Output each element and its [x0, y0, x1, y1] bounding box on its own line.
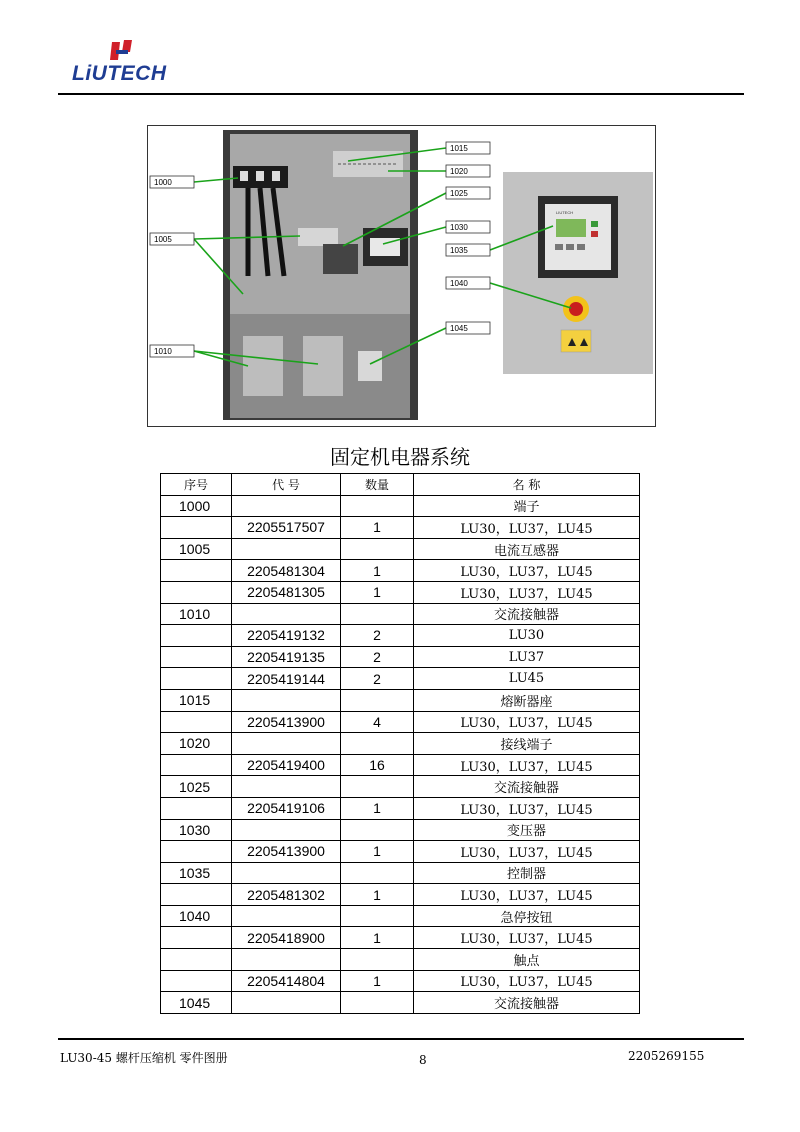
cell-name: LU30，LU37，LU45	[414, 517, 640, 539]
cell-code: 2205419106	[232, 797, 341, 819]
figure-title: 固定机电器系统	[330, 445, 470, 469]
footer-document-title: LU30-45 螺杆压缩机 零件图册	[60, 1051, 228, 1065]
cell-code	[232, 689, 341, 711]
cell-name: LU30	[414, 625, 640, 647]
cell-qty: 1	[341, 560, 414, 582]
cell-qty	[341, 538, 414, 560]
cell-seq: 1000	[161, 495, 232, 517]
cell-name: 交流接触器	[414, 992, 640, 1014]
cell-name: 熔断器座	[414, 689, 640, 711]
cell-name: LU45	[414, 668, 640, 690]
cell-code: 2205413900	[232, 841, 341, 863]
table-row	[161, 927, 640, 949]
header-seq: 序号	[161, 474, 232, 496]
table-row	[161, 841, 640, 863]
table-row	[161, 884, 640, 906]
cell-code	[232, 538, 341, 560]
cell-qty: 1	[341, 797, 414, 819]
callout-label: 1010	[154, 347, 172, 356]
table-row	[161, 905, 640, 927]
cell-code	[232, 733, 341, 755]
table-row	[161, 495, 640, 517]
cell-seq	[161, 625, 232, 647]
table-row	[161, 733, 640, 755]
cell-seq: 1040	[161, 905, 232, 927]
cell-qty: 1	[341, 517, 414, 539]
logo-mark-icon	[72, 38, 182, 64]
callout-label: 1040	[450, 279, 468, 288]
panel-illustration	[148, 126, 655, 426]
cell-qty	[341, 949, 414, 971]
cell-code: 2205481305	[232, 581, 341, 603]
cell-qty	[341, 603, 414, 625]
cell-name: LU30，LU37，LU45	[414, 841, 640, 863]
controller-display	[556, 219, 586, 237]
cell-seq	[161, 970, 232, 992]
table-row	[161, 711, 640, 733]
table-row	[161, 862, 640, 884]
table-row	[161, 797, 640, 819]
cell-seq: 1045	[161, 992, 232, 1014]
cell-seq	[161, 581, 232, 603]
contactor-left	[243, 336, 283, 396]
cell-qty: 1	[341, 884, 414, 906]
cell-seq: 1020	[161, 733, 232, 755]
cell-code	[232, 949, 341, 971]
cell-seq	[161, 884, 232, 906]
logo-text: LiUTECH	[72, 62, 167, 85]
parts-table-body	[161, 495, 640, 1013]
cell-name: 电流互感器	[414, 538, 640, 560]
cell-seq	[161, 711, 232, 733]
cell-name: 变压器	[414, 819, 640, 841]
cell-name: LU30，LU37，LU45	[414, 927, 640, 949]
footer-page-number: 8	[419, 1053, 427, 1067]
cell-code	[232, 776, 341, 798]
cell-name: LU37	[414, 646, 640, 668]
table-row	[161, 581, 640, 603]
cell-seq	[161, 797, 232, 819]
cell-name: LU30，LU37，LU45	[414, 884, 640, 906]
cell-qty	[341, 495, 414, 517]
callout-label: 1045	[450, 324, 468, 333]
table-row	[161, 646, 640, 668]
cell-seq: 1030	[161, 819, 232, 841]
cell-seq	[161, 754, 232, 776]
cell-seq: 1025	[161, 776, 232, 798]
callout-label: 1025	[450, 189, 468, 198]
cell-name: 控制器	[414, 862, 640, 884]
cell-code: 2205517507	[232, 517, 341, 539]
cell-name: 端子	[414, 495, 640, 517]
cell-code	[232, 905, 341, 927]
table-row	[161, 819, 640, 841]
emergency-stop-icon	[569, 302, 583, 316]
callout-label: 1035	[450, 246, 468, 255]
callout-label: 1015	[450, 144, 468, 153]
header-name: 名 称	[414, 474, 640, 496]
cell-qty: 16	[341, 754, 414, 776]
cell-code: 2205419132	[232, 625, 341, 647]
cell-seq	[161, 841, 232, 863]
callout-label: 1000	[154, 178, 172, 187]
cell-code: 2205419135	[232, 646, 341, 668]
cell-code: 2205419144	[232, 668, 341, 690]
cell-code	[232, 992, 341, 1014]
parts-table	[160, 473, 640, 1014]
electrical-panel-figure	[147, 125, 656, 427]
cell-seq	[161, 949, 232, 971]
cell-qty: 4	[341, 711, 414, 733]
cell-seq	[161, 560, 232, 582]
cell-seq	[161, 646, 232, 668]
cell-code	[232, 495, 341, 517]
cell-qty: 1	[341, 841, 414, 863]
cell-qty	[341, 776, 414, 798]
cell-name: LU30，LU37，LU45	[414, 970, 640, 992]
footer-rule	[58, 1038, 744, 1040]
cell-seq: 1010	[161, 603, 232, 625]
callout-label: 1005	[154, 235, 172, 244]
cell-qty: 1	[341, 581, 414, 603]
cell-name: LU30，LU37，LU45	[414, 754, 640, 776]
small-contactor	[323, 244, 358, 274]
table-row	[161, 992, 640, 1014]
table-row	[161, 517, 640, 539]
cell-seq: 1005	[161, 538, 232, 560]
cell-code	[232, 819, 341, 841]
cell-name: 交流接触器	[414, 776, 640, 798]
cell-name: 交流接触器	[414, 603, 640, 625]
callout-label: 1020	[450, 167, 468, 176]
cell-name: LU30，LU37，LU45	[414, 581, 640, 603]
table-row	[161, 949, 640, 971]
table-row	[161, 538, 640, 560]
cell-seq	[161, 668, 232, 690]
table-row	[161, 689, 640, 711]
cell-seq	[161, 517, 232, 539]
header-qty: 数量	[341, 474, 414, 496]
cell-qty	[341, 862, 414, 884]
table-row	[161, 970, 640, 992]
company-logo	[72, 38, 182, 88]
cell-qty: 1	[341, 927, 414, 949]
cell-code	[232, 862, 341, 884]
cell-code	[232, 603, 341, 625]
cell-qty: 2	[341, 646, 414, 668]
table-header-row	[161, 474, 640, 496]
table-row	[161, 776, 640, 798]
table-row	[161, 625, 640, 647]
cell-code: 2205481302	[232, 884, 341, 906]
table-row	[161, 560, 640, 582]
contactor-right	[303, 336, 343, 396]
cell-code: 2205414804	[232, 970, 341, 992]
cell-name: LU30，LU37，LU45	[414, 560, 640, 582]
cell-qty	[341, 992, 414, 1014]
cell-qty: 2	[341, 625, 414, 647]
contactor-small	[358, 351, 382, 381]
cell-seq: 1035	[161, 862, 232, 884]
cell-name: LU30，LU37，LU45	[414, 797, 640, 819]
cell-qty: 2	[341, 668, 414, 690]
cell-qty	[341, 689, 414, 711]
cell-qty	[341, 733, 414, 755]
cell-qty	[341, 819, 414, 841]
warning-label	[561, 330, 591, 352]
controller-brand: LIUTECH	[556, 210, 574, 215]
current-transformer	[298, 228, 338, 246]
cell-name: 触点	[414, 949, 640, 971]
table-row	[161, 754, 640, 776]
cell-code: 2205418900	[232, 927, 341, 949]
cell-name: LU30，LU37，LU45	[414, 711, 640, 733]
cell-code: 2205481304	[232, 560, 341, 582]
cell-seq	[161, 927, 232, 949]
cell-name: 接线端子	[414, 733, 640, 755]
cell-name: 急停按钮	[414, 905, 640, 927]
cell-code: 2205419400	[232, 754, 341, 776]
header-code: 代 号	[232, 474, 341, 496]
table-row	[161, 668, 640, 690]
table-row	[161, 603, 640, 625]
header-rule	[58, 93, 744, 95]
cell-code: 2205413900	[232, 711, 341, 733]
callout-label: 1030	[450, 223, 468, 232]
footer-document-code: 2205269155	[628, 1049, 705, 1063]
cell-qty: 1	[341, 970, 414, 992]
cell-qty	[341, 905, 414, 927]
cell-seq: 1015	[161, 689, 232, 711]
